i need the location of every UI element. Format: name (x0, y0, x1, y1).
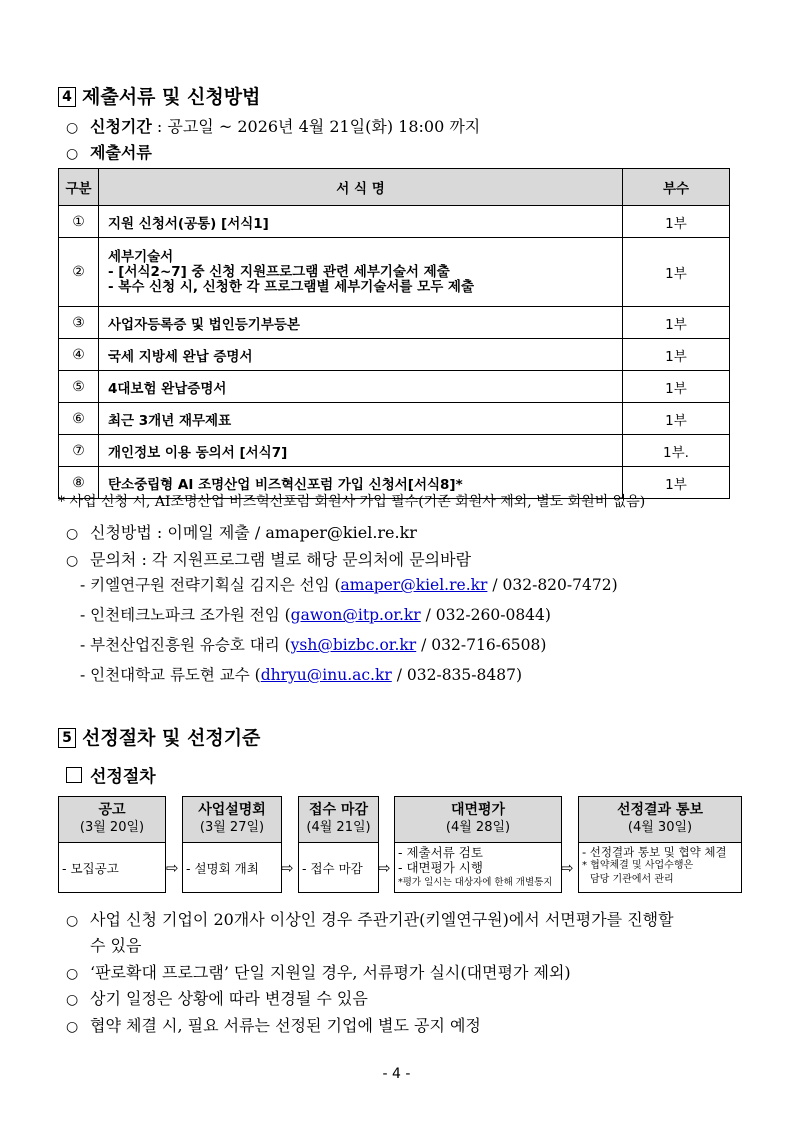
circle-bullet-icon: ○ (66, 120, 79, 136)
circle-bullet-icon: ○ (66, 553, 79, 569)
flow-step-item: - 대면평가 시행 (398, 860, 483, 875)
method-text: 신청방법 : 이메일 제출 / amaper@kiel.re.kr (90, 523, 417, 542)
flow-step-header (183, 797, 281, 843)
flow-step-item: - 접수 마감 (302, 861, 363, 876)
circle-bullet-icon: ○ (66, 526, 79, 542)
table-row (59, 403, 730, 435)
contact-phone: / 032-835-8487) (391, 666, 523, 684)
flow-step-briefing (182, 796, 282, 893)
circle-bullet-icon: ○ (66, 966, 79, 982)
row-number: ⑤ (59, 371, 99, 403)
flow-step-title: 접수 마감 (309, 802, 368, 818)
row-count: 1부. (623, 435, 730, 467)
row-number: ① (59, 206, 99, 238)
contact-name: - 인천테크노파크 조가원 전임 ( (80, 606, 291, 624)
contact-name: - 인천대학교 류도현 교수 ( (80, 666, 261, 684)
flow-step-title: 대면평가 (450, 802, 506, 818)
flow-step-item: - 선정결과 통보 및 협약 체결 (582, 845, 727, 859)
right-arrow-icon: ⇨ (166, 859, 179, 877)
row-form-line: 세부기술서 (108, 248, 174, 265)
row-number: ⑦ (59, 435, 99, 467)
selection-bullet (66, 907, 674, 930)
flow-step-date: (4월 30일) (627, 820, 693, 835)
flow-step-body (59, 843, 165, 879)
row-count: 1부 (623, 339, 730, 371)
contact-item (80, 663, 522, 685)
selection-process-title: 선정절차 (90, 767, 156, 787)
contact-email-link[interactable]: ysh@bizbc.or.kr (290, 636, 417, 654)
right-arrow-icon: ⇨ (561, 859, 574, 877)
flow-step-body (395, 843, 561, 892)
selection-process-heading (66, 762, 156, 787)
docs-label: 제출서류 (90, 143, 152, 162)
flow-step-item: - 제출서류 검토 (398, 845, 483, 860)
flow-step-title: 공고 (98, 802, 126, 818)
flow-step-header (59, 797, 165, 843)
flow-step-deadline (298, 796, 379, 893)
inquiry-text: 문의처 : 각 지원프로그램 별로 해당 문의처에 문의바람 (90, 550, 472, 569)
selection-bullet-continued: 수 있음 (90, 936, 142, 955)
flow-step-title: 사업설명회 (198, 802, 266, 818)
flow-step-title: 선정결과 통보 (616, 802, 704, 818)
flow-step-body (183, 843, 281, 879)
flow-step-announcement (58, 796, 166, 893)
row-count: 1부 (623, 307, 730, 339)
selection-bullet (66, 960, 571, 983)
section-4-title: 제출서류 및 신청방법 (82, 86, 261, 108)
row-count: 1부 (623, 238, 730, 307)
row-number: ③ (59, 307, 99, 339)
period-line (66, 114, 480, 137)
row-form-name: 국세 지방세 완납 증명서 (99, 339, 623, 371)
table-row (59, 238, 730, 307)
flow-step-date: (3월 27일) (199, 820, 265, 835)
contact-phone: / 032-820-7472) (487, 576, 618, 594)
docs-line (66, 140, 152, 163)
table-header-row (59, 169, 730, 206)
row-number: ⑧ (59, 467, 99, 499)
row-form-name (99, 238, 623, 307)
flow-step-note: 담당 기관에서 관리 (590, 874, 674, 885)
row-form-name: 사업자등록증 및 법인등기부등본 (99, 307, 623, 339)
row-count: 1부 (623, 403, 730, 435)
circle-bullet-icon: ○ (66, 913, 79, 929)
table-row (59, 371, 730, 403)
flow-step-note: * 협약체결 및 사업수행은 (582, 860, 694, 871)
contact-email-link[interactable]: dhryu@inu.ac.kr (260, 666, 392, 684)
table-row (59, 435, 730, 467)
table-row (59, 307, 730, 339)
section-4-heading (58, 82, 260, 109)
row-count: 1부 (623, 467, 730, 499)
flow-step-body (579, 843, 741, 889)
section-5-number: 5 (58, 728, 76, 748)
selection-bullet-text: 협약 체결 시, 필요 서류는 선정된 기업에 별도 공지 예정 (90, 1016, 481, 1035)
table-row (59, 206, 730, 238)
contact-item (80, 573, 618, 595)
contact-phone: / 032-260-0844) (420, 606, 551, 624)
membership-note: * 사업 신청 시, AI조명산업 비즈혁신포럼 회원사 가입 필수(기존 회원사 제외, 별도 회원비 없음) (58, 494, 646, 510)
selection-bullet-text: 상기 일정은 상황에 따라 변경될 수 있음 (90, 989, 368, 1008)
row-form-line: - [서식2~7] 중 신청 지원프로그램 관련 세부기술서 제출 (108, 263, 450, 280)
col-header-category: 구분 (59, 169, 99, 206)
flow-step-date: (4월 28일) (445, 820, 511, 835)
circle-bullet-icon: ○ (66, 1019, 79, 1035)
period-label: 신청기간 (90, 117, 152, 136)
section-5-title: 선정절차 및 선정기준 (82, 727, 261, 749)
flow-step-note: *평가 일시는 대상자에 한해 개별통지 (398, 877, 553, 888)
flow-step-interview (394, 796, 562, 893)
contact-email-link[interactable]: gawon@itp.or.kr (290, 606, 421, 624)
row-count: 1부 (623, 206, 730, 238)
col-header-count: 부수 (623, 169, 730, 206)
selection-bullet (66, 1013, 481, 1036)
row-form-name: 최근 3개년 재무제표 (99, 403, 623, 435)
row-form-line: - 복수 신청 시, 신청한 각 프로그램별 세부기술서를 모두 제출 (108, 278, 475, 295)
selection-bullet-text: ‘판로확대 프로그램’ 단일 지원일 경우, 서류평가 실시(대면평가 제외) (90, 963, 571, 982)
square-bullet-icon (66, 767, 82, 783)
row-form-name: 지원 신청서(공통) [서식1] (99, 206, 623, 238)
page-number: - 4 - (382, 1066, 411, 1082)
contact-email-link[interactable]: amaper@kiel.re.kr (340, 576, 488, 594)
contact-item (80, 633, 546, 655)
flow-step-header (395, 797, 561, 843)
row-number: ② (59, 238, 99, 307)
selection-bullet (66, 986, 368, 1009)
documents-table (58, 168, 730, 499)
row-count: 1부 (623, 371, 730, 403)
contact-phone: / 032-716-6508) (416, 636, 547, 654)
method-line (66, 520, 417, 543)
flow-step-item: - 모집공고 (62, 861, 119, 876)
flow-step-header (579, 797, 741, 843)
flow-step-item: - 설명회 개최 (186, 861, 259, 876)
contact-name: - 키엘연구원 전략기획실 김지은 선임 ( (80, 576, 341, 594)
table-row (59, 339, 730, 371)
circle-bullet-icon: ○ (66, 992, 79, 1008)
flow-step-result (578, 796, 742, 893)
right-arrow-icon: ⇨ (378, 859, 391, 877)
flow-step-body (299, 843, 378, 879)
contact-item (80, 603, 551, 625)
row-form-name: 탄소중립형 AI 조명산업 비즈혁신포럼 가입 신청서[서식8]* (99, 467, 623, 499)
right-arrow-icon: ⇨ (281, 859, 294, 877)
selection-bullet-text: 사업 신청 기업이 20개사 이상인 경우 주관기관(키엘연구원)에서 서면평가를 진행할 (90, 910, 674, 929)
inquiry-line (66, 547, 471, 570)
col-header-form-name: 서 식 명 (99, 169, 623, 206)
row-number: ⑥ (59, 403, 99, 435)
flow-step-date: (3월 20일) (79, 820, 145, 835)
flow-step-header (299, 797, 378, 843)
period-value: : 공고일 ~ 2026년 4월 21일(화) 18:00 까지 (151, 117, 481, 136)
contact-name: - 부천산업진흥원 유승호 대리 ( (80, 636, 291, 654)
section-5-heading (58, 723, 260, 750)
row-number: ④ (59, 339, 99, 371)
section-4-number: 4 (58, 87, 76, 107)
row-form-name: 개인정보 이용 동의서 [서식7] (99, 435, 623, 467)
flow-step-date: (4월 21일) (306, 820, 371, 835)
circle-bullet-icon: ○ (66, 146, 79, 162)
row-form-name: 4대보험 완납증명서 (99, 371, 623, 403)
